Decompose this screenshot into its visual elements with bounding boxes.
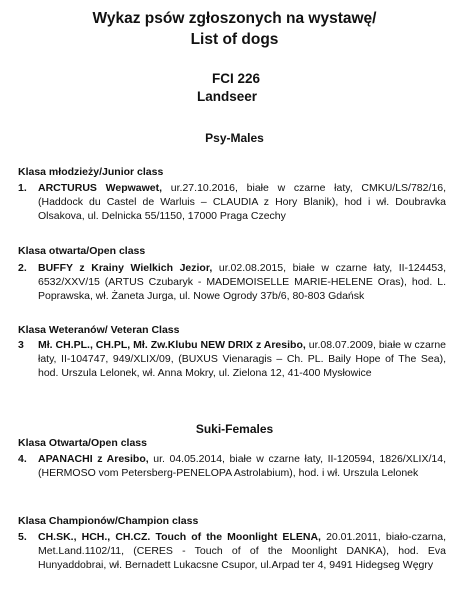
dog-name: APANACHI z Aresibo, xyxy=(38,453,149,465)
dog-entry xyxy=(18,261,446,303)
section-heading-males: Psy-Males xyxy=(205,131,264,145)
dog-name: Mł. CH.PL., CH.PL, Mł. Zw.Klubu NEW DRIX z Aresibo, xyxy=(38,339,306,351)
fci-number: FCI 226 xyxy=(212,71,261,86)
dog-details: ur.02.08.2015, białe w czarne łaty, II-124453, 6532/XXV/15 (ARTUS Czubaryk - MADEMOISELLE MARIE-HELENE Oras), hod. L. Poprawska, wł. Żaneta Jurga, ul. Nowe Ogrody 37b/6, 80-803 Gdańsk xyxy=(38,262,447,302)
entry-number: 5. xyxy=(18,531,27,543)
dog-entry xyxy=(18,530,446,572)
dog-entry xyxy=(18,452,446,480)
dog-details: 20.01.2011, biało-czarna, Met.Land.1102/11, (CERES - Touch of of the Moonlight DANKA), hod. Eva Hunyaddobrai, wł. Bernadett Lukacsne Csupor, ul.Arpad ter 4, 9491 Hidegseg Węgry xyxy=(38,531,446,571)
dog-details: ur. 04.05.2014, białe w czarne łaty, II-120594, 1826/XLIX/14, (HERMOSO vom Petersberg-PENELOPA Astrolabium), hod. i wł. Urszula Lelonek xyxy=(38,453,446,479)
class-heading-veteran: Klasa Weteranów/ Veteran Class xyxy=(18,324,180,336)
dog-entry xyxy=(18,181,446,223)
entry-number: 2. xyxy=(18,262,27,274)
class-heading-open-females: Klasa Otwarta/Open class xyxy=(18,437,147,449)
dog-details: ur.08.07.2009, białe w czarne łaty, II-104747, 949/XLIX/09, (BUXUS Vienaragis – Ch. PL. Baily Hope of The Sea), hod. Urszula Lelonek, wł. Anna Mokry, ul. Zielona 12, 41-400 Mysłowice xyxy=(38,339,446,379)
dog-name: CH.SK., HCH., CH.CZ. Touch of the Moonlight ELENA, xyxy=(38,531,321,543)
dog-name: BUFFY z Krainy Wielkich Jezior, xyxy=(38,262,213,274)
document-title-line2: List of dogs xyxy=(190,31,279,48)
class-heading-champion: Klasa Championów/Champion class xyxy=(18,515,199,527)
section-heading-females: Suki-Females xyxy=(195,422,274,436)
class-heading-junior: Klasa młodzieży/Junior class xyxy=(18,166,164,178)
entry-number: 3 xyxy=(18,339,24,351)
document-title-line1: Wykaz psów zgłoszonych na wystawę/ xyxy=(92,10,377,27)
class-heading-open: Klasa otwarta/Open class xyxy=(18,245,146,257)
dog-name: ARCTURUS Wepwawet, xyxy=(38,182,163,194)
dog-details: ur.27.10.2016, białe w czarne łaty, CMKU/LS/782/16, (Haddock du Castel de Warluis – CLAUDIA z Hory Blanik), hod i wł. Doubravka Olsakova, ul. Delnicka 55/1150, 17000 Praga Czechy xyxy=(38,182,446,222)
entry-number: 1. xyxy=(18,182,27,194)
breed-name: Landseer xyxy=(197,89,258,104)
dog-entry xyxy=(18,338,446,380)
entry-number: 4. xyxy=(18,453,27,465)
